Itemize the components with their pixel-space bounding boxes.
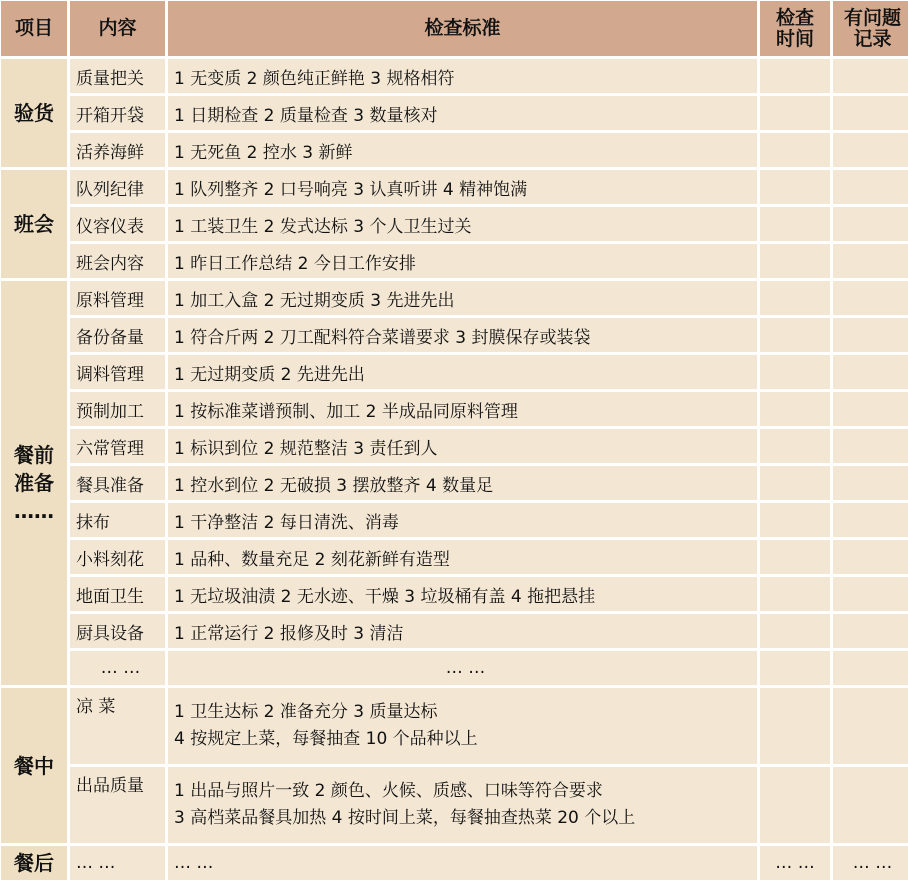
header-check-time-line: 检查 — [775, 6, 814, 29]
category-line: 准备 — [14, 471, 54, 495]
content-cell: 队列纪律 — [70, 170, 165, 204]
check-time-cell[interactable] — [760, 466, 830, 500]
category-line: 班会 — [14, 212, 54, 236]
issue-record-cell[interactable] — [833, 540, 908, 574]
standard-line: 1 无变质 2 颜色纯正鲜艳 3 规格相符 — [174, 68, 455, 89]
section-category-label — [1, 752, 67, 780]
check-time-cell[interactable] — [760, 503, 830, 537]
issue-record-cell[interactable] — [833, 392, 908, 426]
table-row — [1, 651, 908, 685]
issue-record-cell[interactable] — [833, 318, 908, 352]
content-cell: … … — [70, 651, 165, 685]
standard-cell — [168, 96, 757, 130]
table-row — [1, 244, 908, 278]
standard-line: … … — [174, 853, 214, 873]
standard-cell — [168, 767, 757, 843]
check-time-cell[interactable] — [760, 59, 830, 93]
header-issue-record-line: 记录 — [853, 27, 892, 50]
table-row — [1, 355, 908, 389]
issue-record-cell[interactable] — [833, 207, 908, 241]
standard-cell — [168, 392, 757, 426]
standard-cell — [168, 466, 757, 500]
category-line: 餐中 — [14, 753, 54, 778]
content-cell: 餐具准备 — [70, 466, 165, 500]
standard-line: 1 控水到位 2 无破损 3 摆放整齐 4 数量足 — [174, 475, 494, 496]
section-category — [1, 170, 67, 278]
check-time-cell[interactable] — [760, 688, 830, 764]
standard-line: 1 工装卫生 2 发式达标 3 个人卫生过关 — [174, 216, 472, 237]
standard-line: 1 出品与照片一致 2 颜色、火候、质感、口味等符合要求 — [174, 781, 603, 801]
standard-cell — [168, 614, 757, 648]
check-time-cell[interactable] — [760, 318, 830, 352]
issue-record-cell[interactable] — [833, 651, 908, 685]
section-category — [1, 281, 67, 685]
section-category-label — [1, 849, 67, 877]
section-category — [1, 59, 67, 167]
standard-cell — [168, 59, 757, 93]
standard-line: 1 卫生达标 2 准备充分 3 质量达标 — [174, 702, 438, 722]
standard-line: 1 昨日工作总结 2 今日工作安排 — [174, 253, 416, 274]
table-row — [1, 281, 908, 315]
standard-cell — [168, 170, 757, 204]
issue-record-cell[interactable] — [833, 96, 908, 130]
check-time-cell[interactable] — [760, 767, 830, 843]
issue-record-cell[interactable] — [833, 59, 908, 93]
check-time-cell[interactable] — [760, 281, 830, 315]
table-row — [1, 503, 908, 537]
check-time-cell[interactable] — [760, 577, 830, 611]
content-cell: 地面卫生 — [70, 577, 165, 611]
content-cell: 活养海鲜 — [70, 133, 165, 167]
content-cell: 六常管理 — [70, 429, 165, 463]
check-time-cell[interactable] — [760, 392, 830, 426]
issue-record-cell[interactable] — [833, 355, 908, 389]
table-row — [1, 133, 908, 167]
check-time-cell[interactable]: … … — [760, 846, 830, 880]
content-cell: 调料管理 — [70, 355, 165, 389]
header-issue-record — [833, 1, 908, 56]
table-row — [1, 614, 908, 648]
section-category-label — [1, 210, 67, 238]
section-category-label — [1, 99, 67, 127]
standard-cell — [168, 577, 757, 611]
standard-line: 1 日期检查 2 质量检查 3 数量核对 — [174, 105, 438, 126]
issue-record-cell[interactable] — [833, 503, 908, 537]
standard-cell — [168, 133, 757, 167]
content-cell: 抹布 — [70, 503, 165, 537]
standard-cell — [168, 318, 757, 352]
table-row — [1, 429, 908, 463]
table-body — [1, 59, 908, 880]
section-category — [1, 846, 67, 880]
issue-record-cell[interactable] — [833, 614, 908, 648]
table-row — [1, 577, 908, 611]
table-row — [1, 466, 908, 500]
issue-record-cell[interactable] — [833, 244, 908, 278]
content-cell: 小料刻花 — [70, 540, 165, 574]
content-cell: … … — [70, 846, 165, 880]
header-check-time-line: 时间 — [775, 27, 814, 50]
standard-cell — [168, 503, 757, 537]
table-row — [1, 392, 908, 426]
standard-line: 1 按标准菜谱预制、加工 2 半成品同原料管理 — [174, 401, 518, 422]
standard-cell — [168, 429, 757, 463]
issue-record-cell[interactable] — [833, 281, 908, 315]
issue-record-cell[interactable] — [833, 767, 908, 843]
content-cell: 出品质量 — [70, 767, 165, 843]
check-time-cell[interactable] — [760, 96, 830, 130]
check-time-cell[interactable] — [760, 540, 830, 574]
standard-line: 1 品种、数量充足 2 刻花新鲜有造型 — [174, 549, 450, 570]
issue-record-cell[interactable]: … … — [833, 846, 908, 880]
standard-line: 1 队列整齐 2 口号响亮 3 认真听讲 4 精神饱满 — [174, 179, 528, 200]
standard-line: 3 高档菜品餐具加热 4 按时间上菜，每餐抽查热菜 20 个以上 — [174, 808, 636, 828]
standard-line: 1 正常运行 2 报修及时 3 清洁 — [174, 623, 404, 644]
standard-cell — [168, 207, 757, 241]
standard-cell — [168, 355, 757, 389]
table-row — [1, 767, 908, 843]
issue-record-cell[interactable] — [833, 577, 908, 611]
standard-line: 1 无死鱼 2 控水 3 新鲜 — [174, 142, 353, 163]
header-content: 内容 — [70, 1, 165, 56]
check-time-cell[interactable] — [760, 244, 830, 278]
header-item: 项目 — [1, 1, 67, 56]
standard-cell — [168, 688, 757, 764]
standard-line: … … — [445, 658, 486, 678]
category-line: 验货 — [14, 101, 54, 125]
issue-record-cell[interactable] — [833, 466, 908, 500]
table-row — [1, 59, 908, 93]
standard-cell — [168, 281, 757, 315]
check-time-cell[interactable] — [760, 429, 830, 463]
issue-record-cell[interactable] — [833, 170, 908, 204]
table-row — [1, 96, 908, 130]
standard-line: 4 按规定上菜，每餐抽查 10 个品种以上 — [174, 729, 478, 749]
standard-cell — [168, 651, 757, 685]
table-row — [1, 688, 908, 764]
header-issue-record-line: 有问题 — [843, 6, 901, 29]
content-cell: 仪容仪表 — [70, 207, 165, 241]
check-time-cell[interactable] — [760, 133, 830, 167]
content-cell: 开箱开袋 — [70, 96, 165, 130]
issue-record-cell[interactable] — [833, 133, 908, 167]
check-time-cell[interactable] — [760, 614, 830, 648]
section-category — [1, 688, 67, 843]
category-line: …… — [14, 499, 54, 523]
content-cell: 凉 菜 — [70, 688, 165, 764]
content-cell: 备份备量 — [70, 318, 165, 352]
check-time-cell[interactable] — [760, 355, 830, 389]
issue-record-cell[interactable] — [833, 429, 908, 463]
standard-line: 1 符合斤两 2 刀工配料符合菜谱要求 3 封膜保存或装袋 — [174, 327, 591, 348]
header-standard: 检查标准 — [168, 1, 757, 56]
standard-cell — [168, 244, 757, 278]
standard-line: 1 无垃圾油渍 2 无水迹、干燥 3 垃圾桶有盖 4 拖把悬挂 — [174, 586, 596, 607]
standard-line: 1 干净整洁 2 每日清洗、消毒 — [174, 512, 399, 533]
header-check-time — [760, 1, 830, 56]
standard-cell — [168, 846, 757, 880]
content-cell: 原料管理 — [70, 281, 165, 315]
table-row — [1, 846, 908, 880]
table-row — [1, 207, 908, 241]
standard-line: 1 加工入盒 2 无过期变质 3 先进先出 — [174, 290, 455, 311]
issue-record-cell[interactable] — [833, 688, 908, 764]
table-row — [1, 170, 908, 204]
check-time-cell[interactable] — [760, 651, 830, 685]
category-line: 餐后 — [14, 851, 54, 875]
check-time-cell[interactable] — [760, 207, 830, 241]
standard-cell — [168, 540, 757, 574]
content-cell: 质量把关 — [70, 59, 165, 93]
table-row — [1, 318, 908, 352]
content-cell: 预制加工 — [70, 392, 165, 426]
category-line: 餐前 — [14, 443, 54, 467]
table-row — [1, 540, 908, 574]
content-cell: 班会内容 — [70, 244, 165, 278]
section-category-label — [1, 441, 67, 525]
content-cell: 厨具设备 — [70, 614, 165, 648]
standard-line: 1 标识到位 2 规范整洁 3 责任到人 — [174, 438, 438, 459]
check-time-cell[interactable] — [760, 170, 830, 204]
standard-line: 1 无过期变质 2 先进先出 — [174, 364, 365, 385]
header-row — [1, 1, 908, 56]
